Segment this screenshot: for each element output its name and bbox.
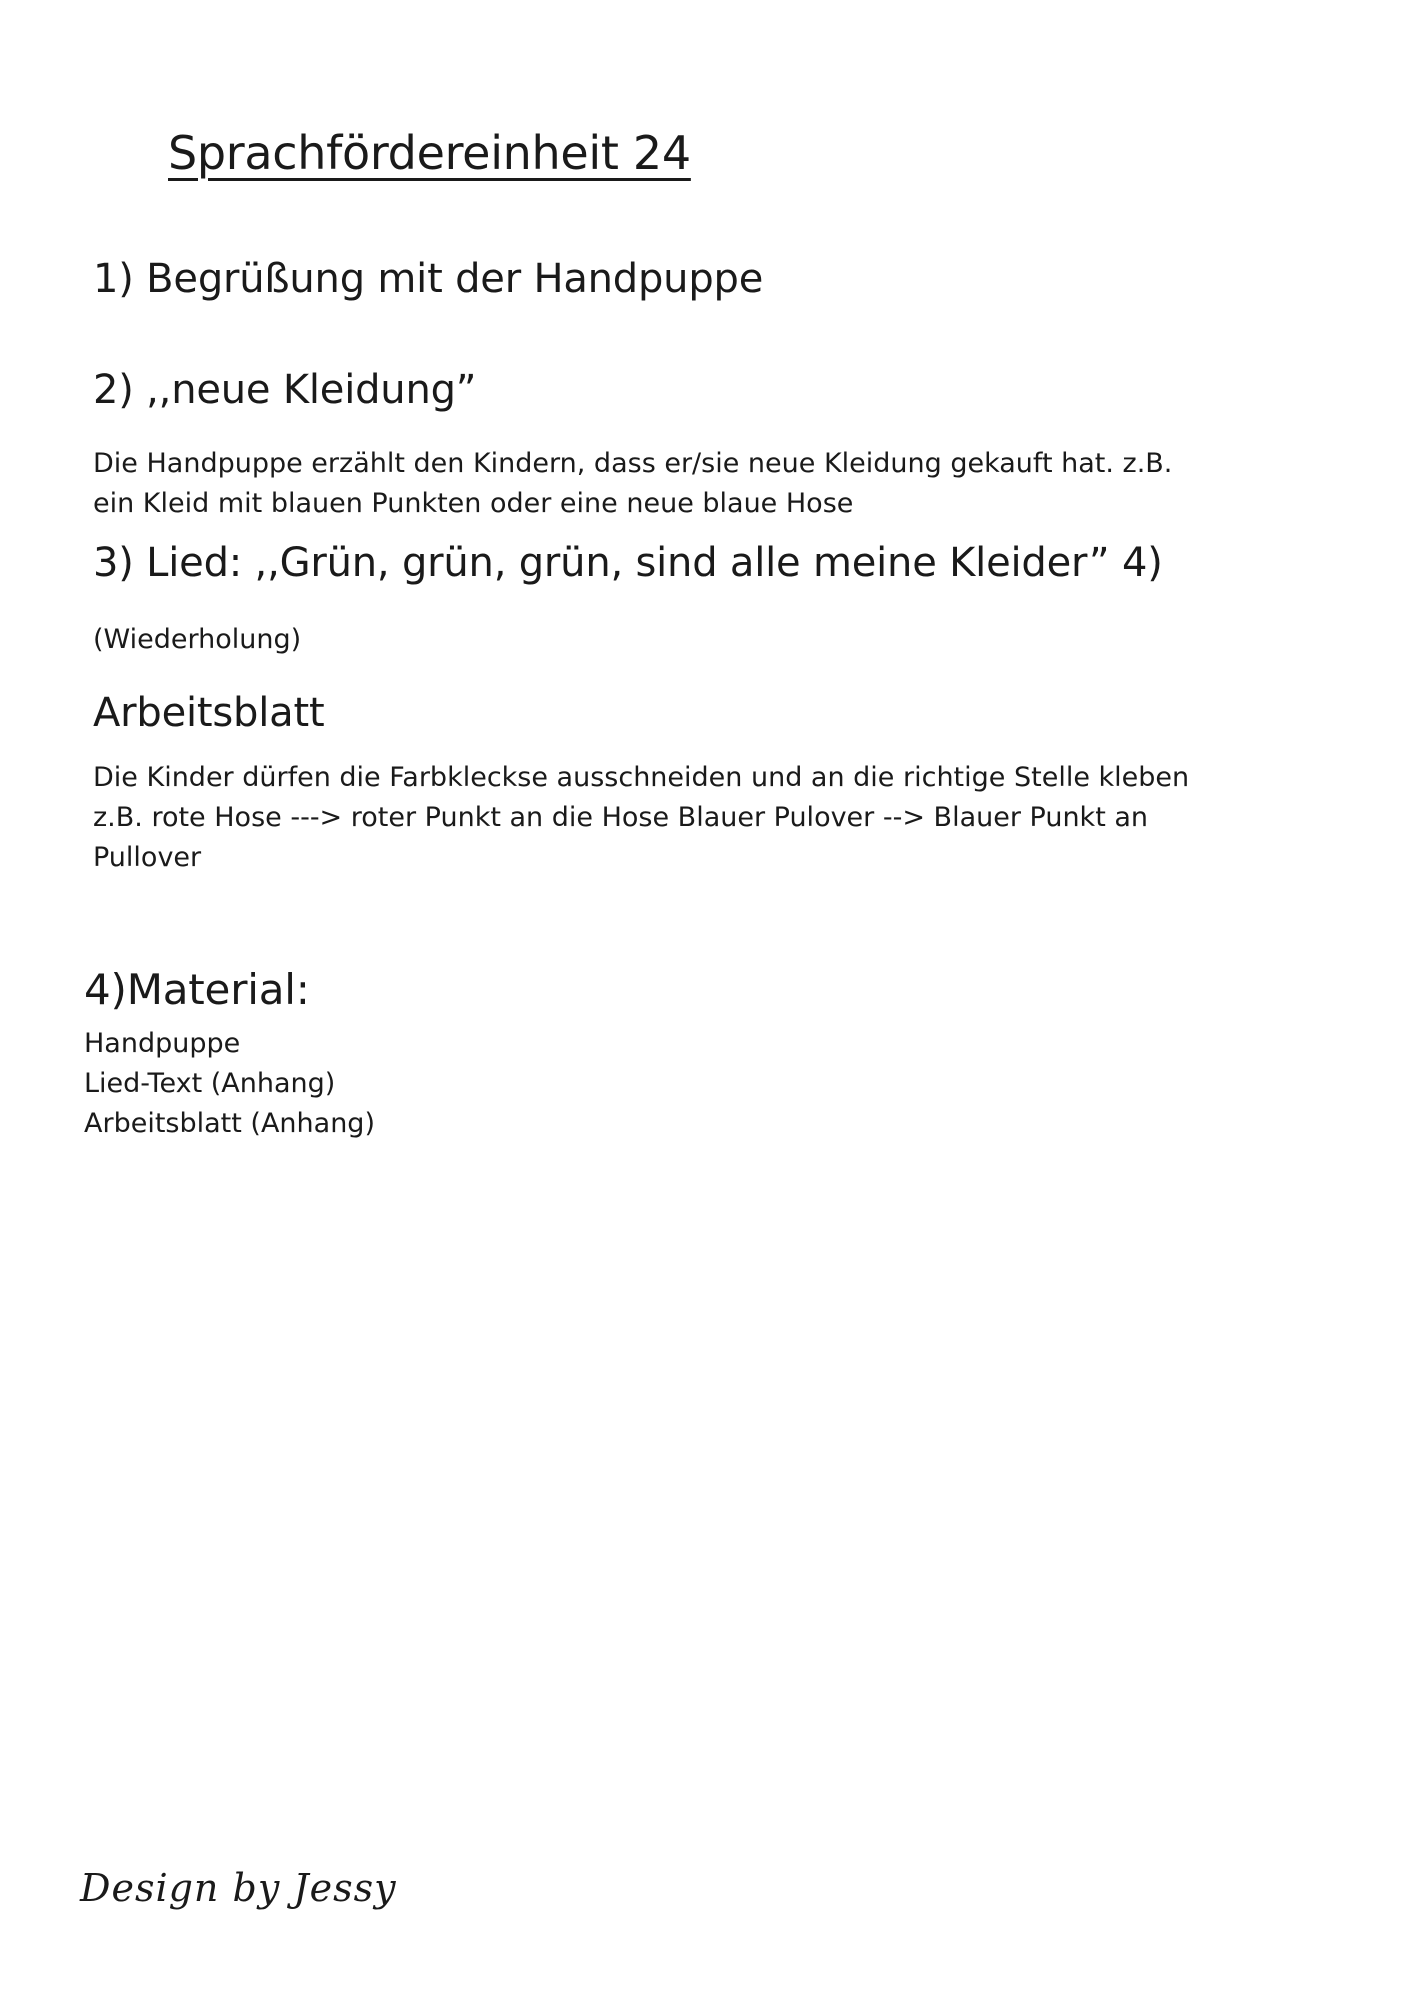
body-line: Pullover [93,842,202,873]
body-line: z.B. rote Hose ---> roter Punkt an die Hose Blauer Pulover --> Blauer Punkt an [93,802,1149,833]
section-heading-song: 3) Lied: ,,Grün, grün, grün, sind alle meine Kleider” 4) [93,540,1163,586]
section-body-worksheet [93,758,1189,878]
section-body-new-clothes [93,444,1172,524]
material-item: Handpuppe [84,1028,241,1059]
material-heading: 4)Material: [84,965,310,1014]
material-item: Lied-Text (Anhang) [84,1068,336,1099]
body-line: Die Kinder dürfen die Farbkleckse ausschneiden und an die richtige Stelle kleben [93,762,1190,793]
section-note-repetition: (Wiederholung) [93,624,302,655]
material-item: Arbeitsblatt (Anhang) [84,1108,375,1139]
section-heading-greeting: 1) Begrüßung mit der Handpuppe [93,256,764,302]
signature: Design by Jessy [80,1866,397,1910]
page-title: Sprachfördereinheit 24 [168,126,691,180]
section-heading-new-clothes: 2) ,,neue Kleidung” [93,367,477,413]
material-list [84,1024,375,1144]
body-line: Die Handpuppe erzählt den Kindern, dass er/sie neue Kleidung gekauft hat. z.B. [93,448,1173,479]
body-line: ein Kleid mit blauen Punkten oder eine neue blaue Hose [93,488,854,519]
section-heading-worksheet: Arbeitsblatt [93,690,325,736]
